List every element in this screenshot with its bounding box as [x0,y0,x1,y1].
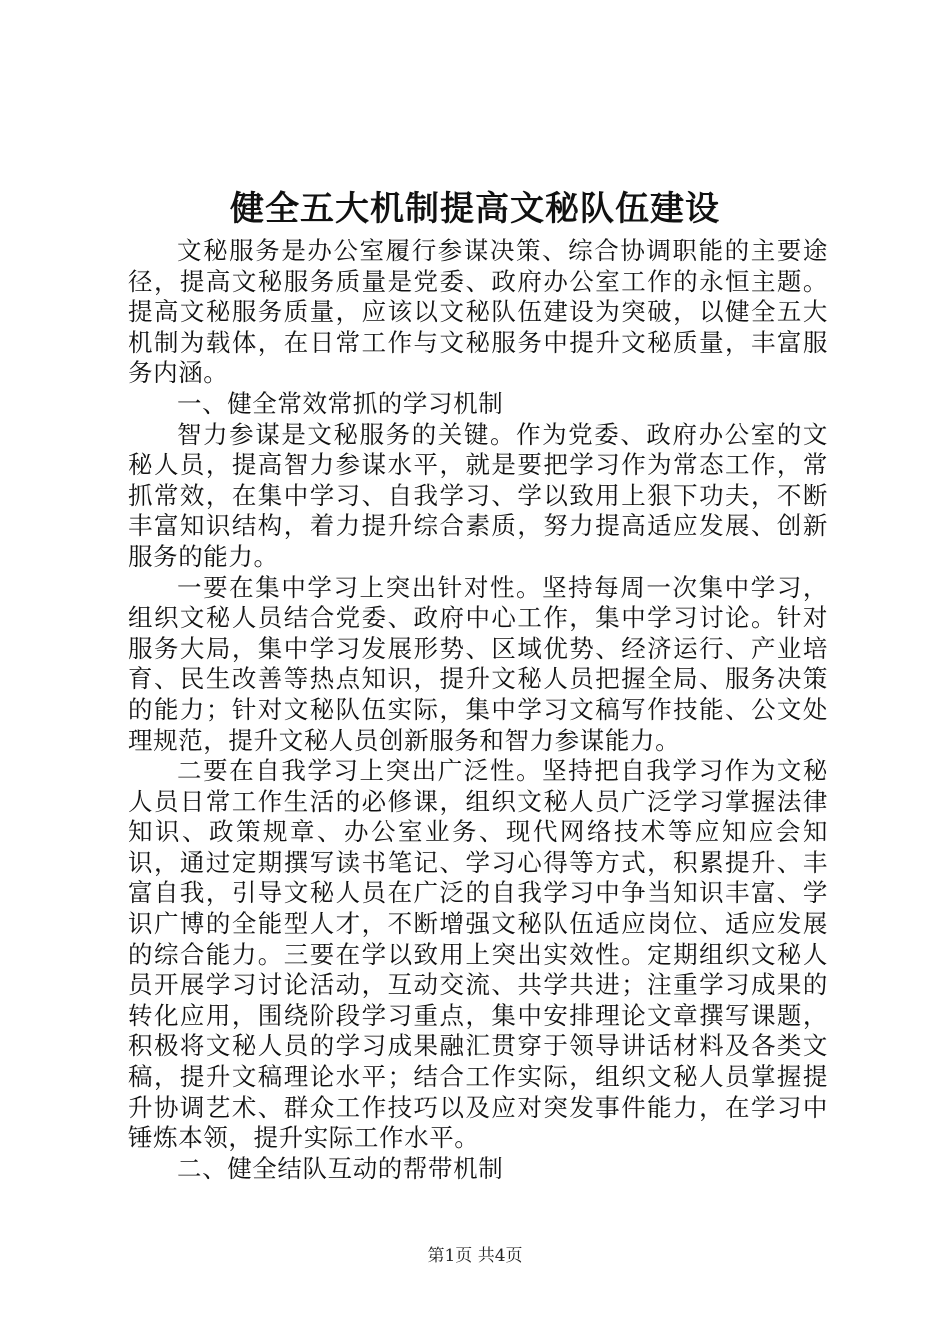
document-body [128,236,828,1184]
page-footer: 第1页 共4页 [427,1246,523,1266]
section-heading-1: 一、健全常效常抓的学习机制 [177,388,504,418]
document-title: 健全五大机制提高文秘队伍建设 [230,189,720,229]
point-1-paragraph: 一要在集中学习上突出针对性。坚持每周一次集中学习，组织文秘人员结合党委、政府中心工作，集中学习讨论。针对服务大局，集中学习发展形势、区域优势、经济运行、产业培育、民生改善等热点知识，提升文秘人员把握全局、服务决策的能力；针对文秘队伍实际，集中学习文稿写作技能、公文处理规范，提升文秘人员创新服务和智力参谋能力。 [128,572,828,755]
point-2-3-paragraph: 二要在自我学习上突出广泛性。坚持把自我学习作为文秘人员日常工作生活的必修课，组织文秘人员广泛学习掌握法律知识、政策规章、办公室业务、现代网络技术等应知应会知识，通过定期撰写读书笔记、学习心得等方式，积累提升、丰富自我，引导文秘人员在广泛的自我学习中争当知识丰富、学识广博的全能型人才，不断增强文秘队伍适应岗位、适应发展的综合能力。三要在学以致用上突出实效性。定期组织文秘人员开展学习讨论活动，互动交流、共学共进；注重学习成果的转化应用，围绕阶段学习重点，集中安排理论文章撰写课题，积极将文秘人员的学习成果融汇贯穿于领导讲话材料及各类文稿，提升文稿理论水平；结合工作实际，组织文秘人员掌握提升协调艺术、群众工作技巧以及应对突发事件能力，在学习中锤炼本领，提升实际工作水平。 [128,756,828,1153]
section-1-paragraph: 智力参谋是文秘服务的关键。作为党委、政府办公室的文秘人员，提高智力参谋水平，就是要把学习作为常态工作，常抓常效，在集中学习、自我学习、学以致用上狠下功夫，不断丰富知识结构，着力提升综合素质，努力提高适应发展、创新服务的能力。 [128,419,828,571]
section-heading-2: 二、健全结队互动的帮带机制 [177,1153,504,1183]
intro-paragraph: 文秘服务是办公室履行参谋决策、综合协调职能的主要途径，提高文秘服务质量是党委、政府办公室工作的永恒主题。提高文秘服务质量，应该以文秘队伍建设为突破，以健全五大机制为载体，在日常工作与文秘服务中提升文秘质量，丰富服务内涵。 [128,236,828,388]
